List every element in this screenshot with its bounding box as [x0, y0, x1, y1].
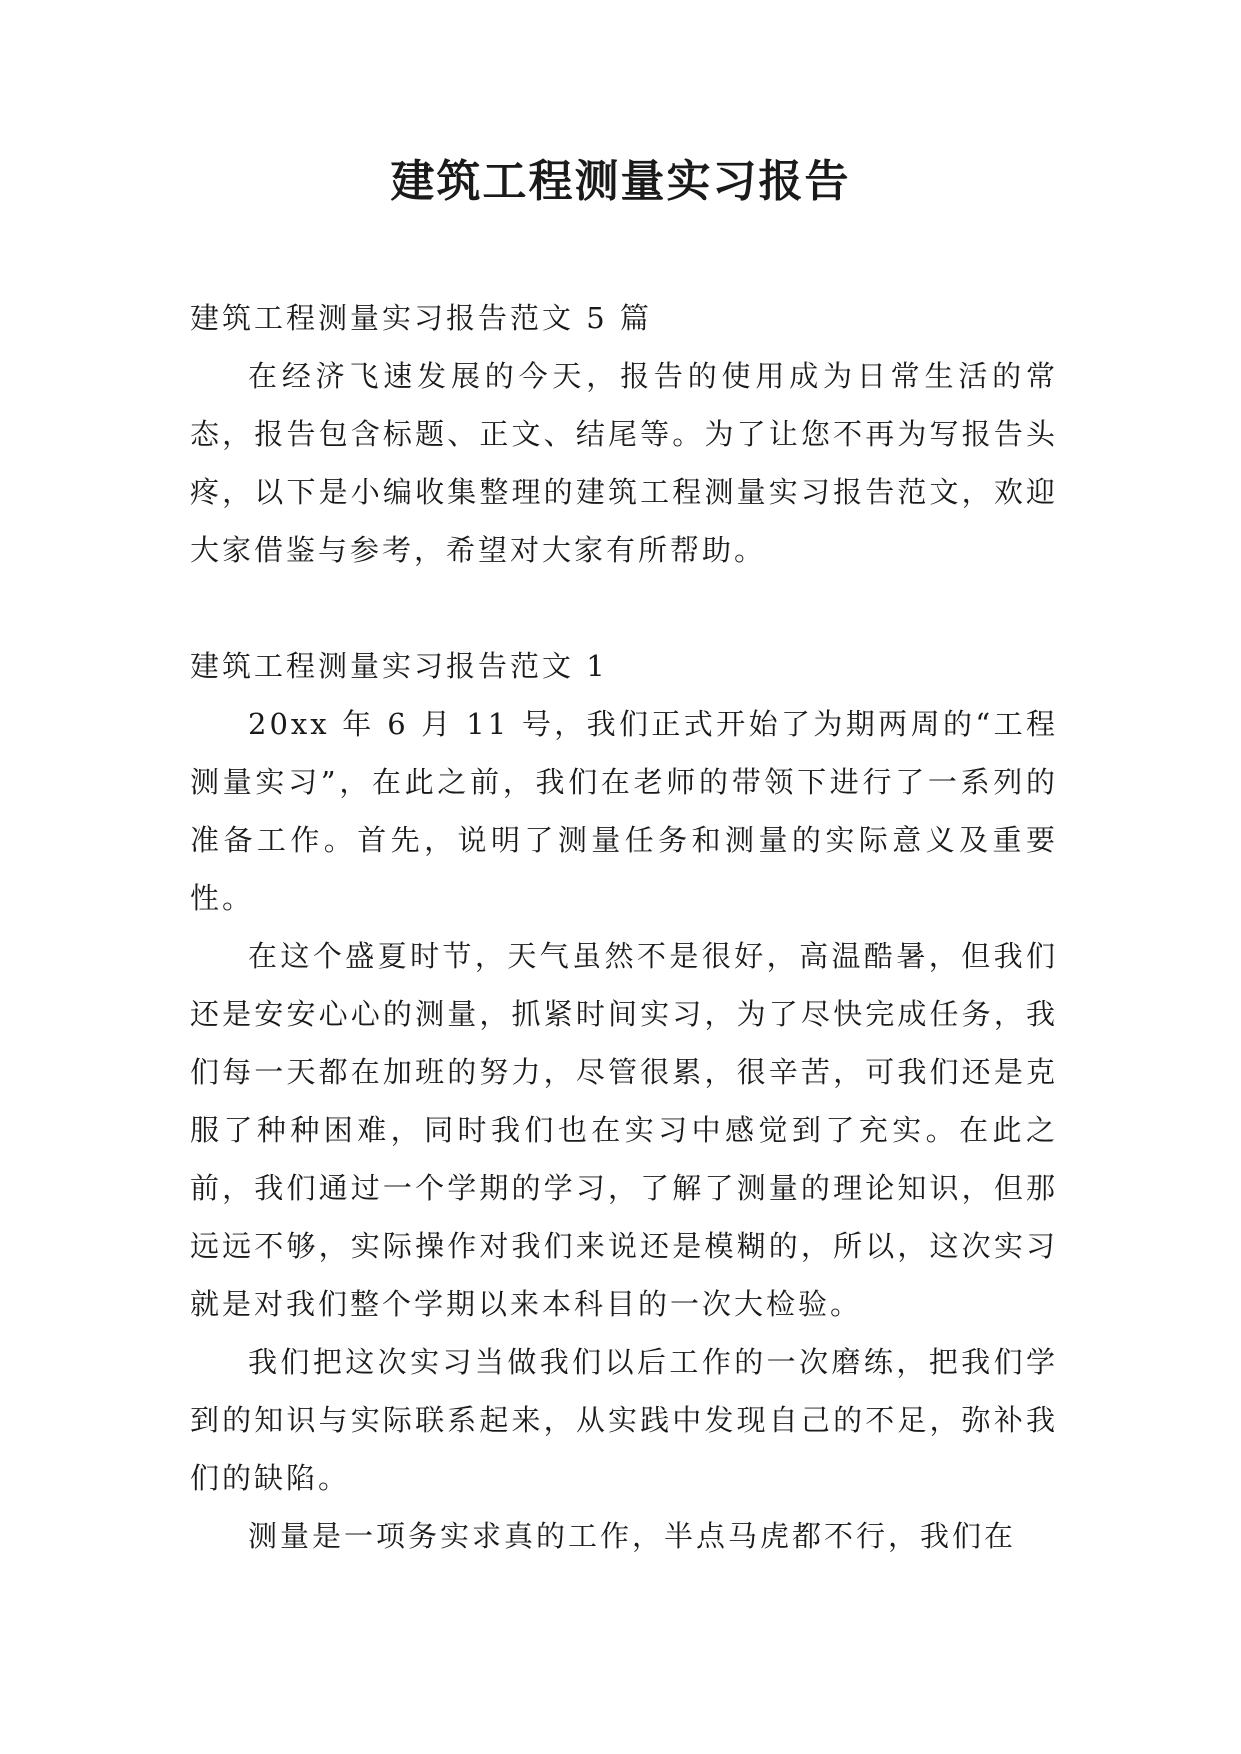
- intro-heading: 建筑工程测量实习报告范文 5 篇: [190, 301, 652, 335]
- section-spacer: [190, 579, 1058, 637]
- section-1-paragraph: 我们把这次实习当做我们以后工作的一次磨练，把我们学到的知识与实际联系起来，从实践中发现自己的不足，弥补我们的缺陷。: [190, 1345, 1058, 1495]
- document-title: 建筑工程测量实习报告: [390, 156, 851, 207]
- section-1-paragraph: 在这个盛夏时节，天气虽然不是很好，高温酷暑，但我们还是安安心心的测量，抓紧时间实习，为了尽快完成任务，我们每一天都在加班的努力，尽管很累，很辛苦，可我们还是克服了种种困难，同时我们也在实习中感觉到了充实。在此之前，我们通过一个学期的学习，了解了测量的理论知识，但那远远不够，实际操作对我们来说还是模糊的，所以，这次实习就是对我们整个学期以来本科目的一次大检验。: [190, 939, 1058, 1321]
- section-1-heading: 建筑工程测量实习报告范文 1: [190, 649, 608, 683]
- intro-paragraph: 在经济飞速发展的今天，报告的使用成为日常生活的常态，报告包含标题、正文、结尾等。为了让您不再为写报告头疼，以下是小编收集整理的建筑工程测量实习报告范文，欢迎大家借鉴与参考，希望对大家有所帮助。: [190, 359, 1058, 567]
- section-1-paragraph: 测量是一项务实求真的工作，半点马虎都不行，我们在: [248, 1519, 1017, 1553]
- document-body: [190, 289, 1058, 1565]
- section-1-paragraph: 20xx 年 6 月 11 号，我们正式开始了为期两周的“工程测量实习”，在此之前，我们在老师的带领下进行了一系列的准备工作。首先，说明了测量任务和测量的实际意义及重要性。: [190, 707, 1058, 915]
